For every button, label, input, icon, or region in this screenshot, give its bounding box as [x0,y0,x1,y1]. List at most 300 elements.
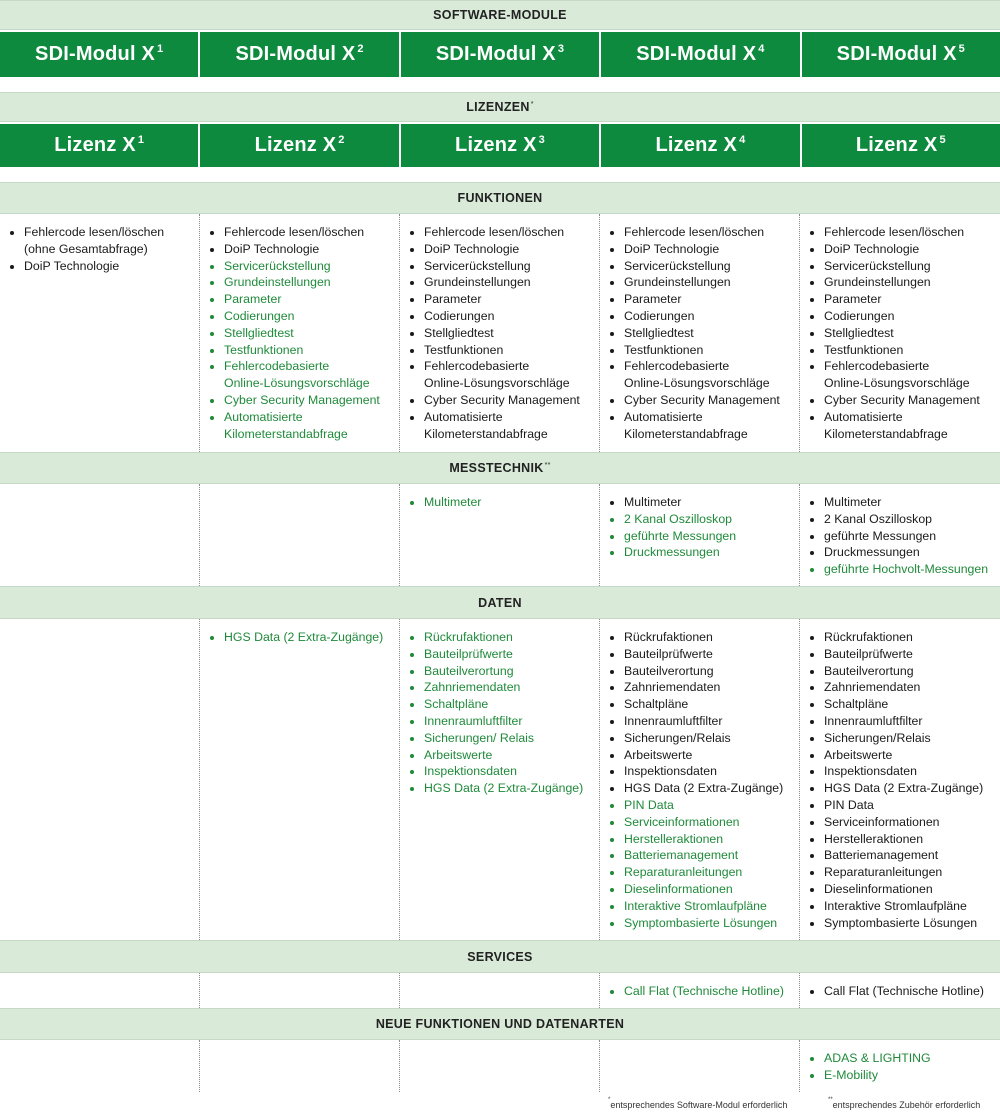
feature-item [808,797,1000,814]
bullet-icon [810,653,814,657]
bullet-icon [610,653,614,657]
feature-item [208,274,399,291]
bullet-icon [810,231,814,235]
license-sup: 4 [739,133,746,146]
bullet-icon [610,905,614,909]
feature-item-text: Herstelleraktionen [624,831,724,846]
feature-item-text: Online-Lösungsvorschläge [424,376,570,391]
license-column-x5 [800,1040,1000,1092]
bullet-icon [610,686,614,690]
feature-item-text: PIN Data [824,797,874,812]
bullet-icon [610,298,614,302]
feature-item-text: Servicerückstellung [824,258,931,273]
feature-item [808,663,1000,680]
feature-item-text: Online-Lösungsvorschläge [624,376,770,391]
feature-item [408,224,599,241]
feature-item-text: Call Flat (Technische Hotline) [824,984,984,998]
feature-item-text: geführte Messungen [824,528,937,543]
bullet-icon [810,315,814,319]
feature-list [208,629,399,646]
feature-item [808,864,1000,881]
feature-item [608,409,799,426]
bullet-icon [810,248,814,252]
module-sup: 1 [157,42,164,55]
bullet-icon [610,281,614,285]
feature-item [408,325,599,342]
feature-item [608,274,799,291]
feature-item-text: Arbeitswerte [824,747,893,762]
feature-item [408,747,599,764]
bullet-icon [810,535,814,539]
module-label: SDI-Modul X [836,43,957,65]
feature-item [608,358,799,375]
module-label: SDI-Modul X [35,43,156,65]
feature-item-text: Dieselinformationen [824,881,933,896]
bullet-icon [410,686,414,690]
bullet-icon [810,888,814,892]
feature-item [408,409,599,426]
license-column-x1 [0,973,200,1008]
feature-item [608,847,799,864]
feature-item [808,983,1000,1000]
bullet-icon [610,838,614,842]
feature-item-text: DoiP Technologie [24,258,120,273]
feature-item-text: Automatisierte [224,409,303,424]
feature-item [608,864,799,881]
license-column-x1 [0,1040,200,1092]
footnote-text: entsprechendes Zubehör erforderlich [832,1100,981,1110]
license-label: Lizenz X [655,134,738,156]
feature-item-text: Kilometerstandabfrage [624,426,748,441]
bullet-icon [610,888,614,892]
section-header [0,182,1000,214]
bullet-icon [810,854,814,858]
license-label: Lizenz X [455,134,537,156]
feature-item-text: HGS Data (2 Extra-Zugänge) [424,781,584,796]
feature-item-text: Bauteilverortung [824,663,914,678]
feature-item-text: Parameter [224,292,282,307]
license-sup: 2 [338,133,345,146]
feature-item-text: Fehlercode lesen/löschen [424,225,565,239]
feature-item [808,915,1000,932]
feature-item [608,291,799,308]
feature-item-text: Interaktive Stromlaufpläne [624,898,767,913]
license-column-x1 [0,214,200,452]
license-sup: 1 [137,133,145,146]
license-column-x4 [600,484,800,586]
feature-item [808,409,1000,426]
feature-item-text: Testfunktionen [624,342,704,357]
feature-item [408,426,599,443]
bullet-icon [610,399,614,403]
feature-item [608,528,799,545]
bullet-icon [410,315,414,319]
feature-item [208,375,399,392]
license-column-x2 [200,214,400,452]
feature-item-text: Inspektionsdaten [624,764,717,779]
feature-item [208,308,399,325]
feature-item-text: Zahnriemendaten [424,680,521,695]
bullet-icon [410,754,414,758]
module-x2 [200,32,398,77]
bullet-icon [10,231,14,235]
feature-item-text: Serviceinformationen [624,814,740,829]
feature-item [808,679,1000,696]
bullet-icon [810,754,814,758]
license-column-x3 [400,214,600,452]
feature-item [608,629,799,646]
feature-item [608,308,799,325]
bullet-icon [210,315,214,319]
feature-item-text: Fehlercodebasierte [224,359,330,374]
bullet-icon [410,737,414,741]
feature-item [808,528,1000,545]
feature-item [608,831,799,848]
feature-item [8,224,199,241]
feature-item-text: Codierungen [424,308,495,323]
bullet-icon [810,281,814,285]
feature-item-text: DoiP Technologie [624,241,720,256]
feature-item-text: Kilometerstandabfrage [824,426,948,441]
bullet-icon [410,501,414,505]
bullet-icon [610,231,614,235]
module-x4 [601,32,799,77]
feature-item [408,494,599,511]
feature-item [208,258,399,275]
bullet-icon [610,265,614,269]
module-sup: 4 [758,42,765,55]
feature-item [408,646,599,663]
feature-item [608,696,799,713]
section-header [0,940,1000,973]
feature-item [608,780,799,797]
license-column-x5 [800,214,1000,452]
feature-item-text: Stellgliedtest [424,325,494,340]
bullet-icon [810,399,814,403]
feature-item [208,358,399,375]
bullet-icon [810,1074,814,1078]
bullet-icon [610,332,614,336]
feature-item [408,375,599,392]
feature-item-text: Fehlercodebasierte [624,359,730,374]
feature-item [608,342,799,359]
license-column-x4 [600,973,800,1008]
feature-item-text: Serviceinformationen [824,814,940,829]
bullet-icon [610,248,614,252]
bullet-icon [810,518,814,522]
license-column-x3 [400,619,600,940]
bullet-icon [610,770,614,774]
bullet-icon [810,551,814,555]
feature-item-text: Innenraumluftfilter [624,713,723,728]
feature-item [808,763,1000,780]
feature-item-text: Batteriemanagement [824,848,939,863]
bullet-icon [410,720,414,724]
license-column-x5 [800,973,1000,1008]
feature-item [808,847,1000,864]
feature-item-text: Automatisierte [624,409,703,424]
bullet-icon [610,703,614,707]
section-header [0,452,1000,484]
feature-item [408,696,599,713]
feature-item [808,358,1000,375]
section-header-label: DATEN [478,595,522,610]
bullet-icon [410,365,414,369]
feature-list [408,224,599,442]
feature-item-text: Grundeinstellungen [424,275,531,290]
section-header-label: SERVICES [467,949,533,964]
feature-list [608,224,799,442]
feature-item-text: Rückrufaktionen [424,630,513,644]
software-modules-row [0,32,1000,77]
bullet-icon [210,399,214,403]
feature-item-text: Symptombasierte Lösungen [624,915,778,930]
section-header-label: FUNKTIONEN [457,191,543,205]
feature-item [608,544,799,561]
feature-item-text: Kilometerstandabfrage [224,426,348,441]
bullet-icon [610,754,614,758]
feature-item [608,241,799,258]
feature-item [608,663,799,680]
feature-item [408,763,599,780]
feature-item-text: Sicherungen/Relais [824,730,931,745]
bullet-icon [610,670,614,674]
software-modules-header [0,0,1000,30]
feature-item [208,325,399,342]
feature-item [608,881,799,898]
bullet-icon [610,990,614,994]
bullet-icon [610,854,614,858]
bullet-icon [410,787,414,791]
feature-item [808,258,1000,275]
feature-item [808,780,1000,797]
feature-item-text: Cyber Security Management [424,392,580,407]
feature-item [208,392,399,409]
feature-item-text: Innenraumluftfilter [824,713,923,728]
feature-item-text: Druckmessungen [624,545,720,560]
feature-item-text: Online-Lösungsvorschläge [224,376,370,391]
feature-item [808,375,1000,392]
module-label: SDI-Modul X [636,43,757,65]
license-label: Lizenz X [855,134,938,156]
licenses-header-mark: * [530,100,534,108]
bullet-icon [610,518,614,522]
feature-item [208,342,399,359]
bullet-icon [610,787,614,791]
feature-item [808,696,1000,713]
bullet-icon [610,416,614,420]
feature-item [808,342,1000,359]
bullet-icon [810,670,814,674]
bullet-icon [810,298,814,302]
bullet-icon [210,231,214,235]
feature-item [408,291,599,308]
bullet-icon [10,265,14,269]
feature-item-text: Bauteilprüfwerte [824,646,913,661]
bullet-icon [610,720,614,724]
bullet-icon [610,349,614,353]
feature-item-text: Stellgliedtest [624,325,694,340]
feature-item-text: DoiP Technologie [424,241,520,256]
bullet-icon [410,248,414,252]
section-row [0,973,1000,1008]
feature-item [208,241,399,258]
feature-item-text: Schaltpläne [824,697,889,712]
feature-item-text: Grundeinstellungen [224,275,331,290]
feature-item-text: geführte Messungen [624,528,737,543]
license-column-x3 [400,1040,600,1092]
feature-item-text: Testfunktionen [424,342,504,357]
license-column-x5 [800,619,1000,940]
feature-item [808,494,1000,511]
feature-item-text: Fehlercode lesen/löschen [824,225,965,239]
feature-item-text: Symptombasierte Lösungen [824,915,978,930]
feature-item-text: HGS Data (2 Extra-Zugänge) [224,630,384,644]
license-column-x5 [800,484,1000,586]
bullet-icon [410,399,414,403]
bullet-icon [410,770,414,774]
feature-item [808,629,1000,646]
license-x5 [802,124,1000,167]
feature-item-text: Parameter [824,292,882,307]
feature-item-text: Sicherungen/ Relais [424,730,535,745]
bullet-icon [410,265,414,269]
feature-item [608,646,799,663]
feature-item [408,241,599,258]
section-header [0,1008,1000,1040]
feature-item-text: Stellgliedtest [824,325,894,340]
feature-item-text: Servicerückstellung [624,258,731,273]
license-column-x4 [600,214,800,452]
feature-list [8,224,199,274]
section-header-mark: ** [544,461,551,469]
feature-item [808,831,1000,848]
feature-item [608,392,799,409]
bullet-icon [610,636,614,640]
feature-item-text: Grundeinstellungen [624,275,731,290]
license-column-x1 [0,619,200,940]
feature-item [808,325,1000,342]
bullet-icon [810,365,814,369]
bullet-icon [610,922,614,926]
footnote-1 [608,1097,788,1118]
feature-item [808,544,1000,561]
feature-item-text: Schaltpläne [424,697,489,712]
feature-list [608,629,799,931]
feature-item [8,258,199,275]
feature-item-text: Fehlercodebasierte [424,359,530,374]
feature-item [608,814,799,831]
feature-item-text: Kilometerstandabfrage [424,426,548,441]
section-row [0,619,1000,940]
feature-item [608,258,799,275]
license-column-x3 [400,973,600,1008]
feature-item [408,713,599,730]
feature-item [208,291,399,308]
feature-item-text: Multimeter [624,495,682,509]
feature-item [808,308,1000,325]
feature-item [608,325,799,342]
bullet-icon [210,349,214,353]
feature-list [808,629,1000,931]
feature-item-text: Arbeitswerte [424,747,493,762]
feature-item [608,983,799,1000]
feature-item-text: Zahnriemendaten [624,680,721,695]
feature-item-text: Stellgliedtest [224,325,294,340]
bullet-icon [810,770,814,774]
feature-list [808,224,1000,442]
feature-item [808,426,1000,443]
feature-item [608,494,799,511]
bullet-icon [810,804,814,808]
feature-item-text: Cyber Security Management [824,392,980,407]
feature-item [608,898,799,915]
feature-list [208,224,399,442]
bullet-icon [210,636,214,640]
feature-item-text: Servicerückstellung [224,258,331,273]
bullet-icon [610,871,614,875]
feature-item [808,730,1000,747]
feature-item [608,713,799,730]
feature-item [808,814,1000,831]
feature-item-text: DoiP Technologie [224,241,320,256]
footnote-mark: * [608,1097,611,1103]
feature-item-text: Automatisierte [824,409,903,424]
feature-item-text: Codierungen [824,308,895,323]
licenses-header-label: LIZENZEN [466,100,530,114]
feature-item-text: Testfunktionen [224,342,304,357]
bullet-icon [810,720,814,724]
module-label: SDI-Modul X [235,43,356,65]
module-label: SDI-Modul X [435,43,556,65]
feature-item-text: Codierungen [624,308,695,323]
bullet-icon [610,501,614,505]
feature-item [808,898,1000,915]
bullet-icon [410,653,414,657]
feature-list [808,983,1000,1000]
bullet-icon [810,265,814,269]
bullet-icon [810,636,814,640]
bullet-icon [810,871,814,875]
license-sup: 3 [538,133,545,146]
feature-item [608,797,799,814]
bullet-icon [810,737,814,741]
section-row [0,1040,1000,1092]
feature-item [408,392,599,409]
license-sup: 5 [939,133,946,146]
license-label: Lizenz X [54,134,136,156]
module-x1 [0,32,198,77]
feature-item [808,274,1000,291]
feature-item-text: Innenraumluftfilter [424,713,523,728]
feature-item [808,392,1000,409]
feature-item [608,763,799,780]
feature-item [408,342,599,359]
section-header-label: NEUE FUNKTIONEN UND DATENARTEN [375,1017,625,1031]
feature-item [408,358,599,375]
feature-item-text: Batteriemanagement [624,848,739,863]
feature-list [608,494,799,561]
feature-item-text: Parameter [424,292,482,307]
bullet-icon [610,804,614,808]
feature-item-text: Cyber Security Management [224,392,380,407]
bullet-icon [810,501,814,505]
feature-item-text: Sicherungen/Relais [624,730,731,745]
software-modules-header-label: SOFTWARE-MODULE [433,8,567,22]
bullet-icon [810,349,814,353]
license-x3 [401,124,599,167]
feature-item-text: Inspektionsdaten [424,764,517,779]
